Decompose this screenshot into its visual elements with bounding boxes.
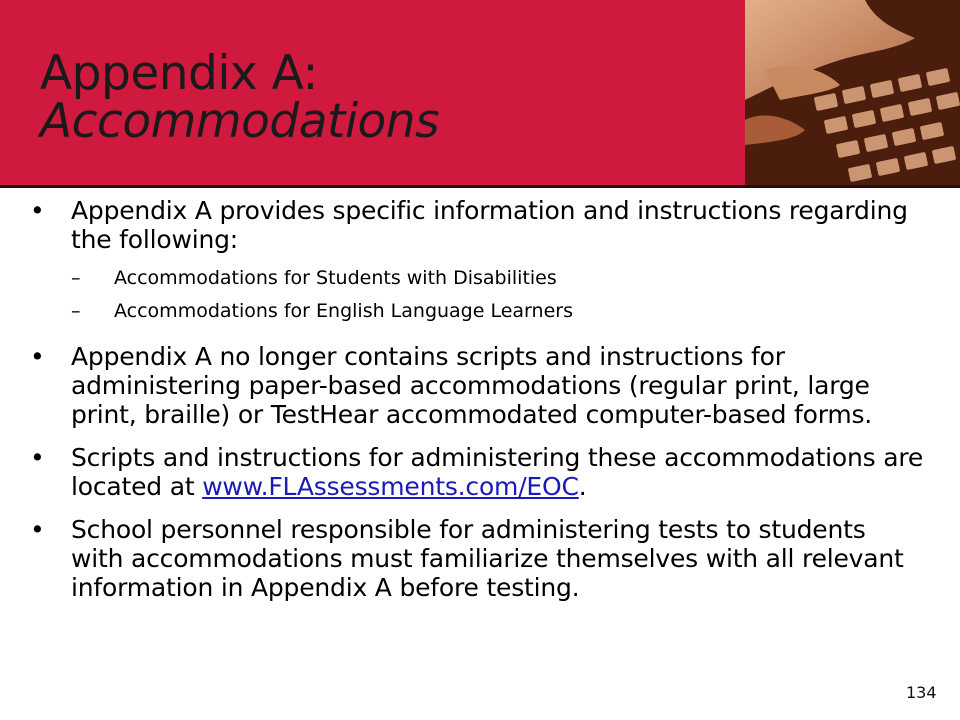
title-line-1: Appendix A: [40, 46, 318, 101]
sub-bullet-item [71, 262, 925, 295]
bullet-text: School personnel responsible for administering tests to students with accommodations must familiarize themselves with all relevant information in Appendix A before testing. [71, 515, 904, 602]
bullet-text-tail: . [578, 472, 587, 501]
sub-bullet-list [71, 262, 925, 328]
bullet-marker: • [30, 515, 45, 544]
bullet-item [30, 196, 925, 328]
sub-bullet-text: Accommodations for Students with Disabilities [114, 267, 557, 289]
bullet-text [71, 443, 925, 501]
dash-marker: – [71, 300, 81, 322]
bullet-marker: • [30, 443, 45, 472]
eoc-website-link[interactable]: www.FLAssessments.com/EOC [202, 472, 579, 501]
bullet-text: Appendix A no longer contains scripts and instructions for administering paper-based accommodations (regular print, large print, braille) or TestHear accommodated computer-based forms. [71, 342, 873, 429]
bullet-list [30, 196, 925, 616]
bullet-marker: • [30, 196, 45, 225]
keyboard-hands-image [745, 0, 960, 185]
bullet-item [30, 443, 925, 501]
header-divider [0, 185, 960, 188]
sub-bullet-text: Accommodations for English Language Learners [114, 300, 573, 322]
bullet-item [30, 342, 925, 429]
bullet-marker: • [30, 342, 45, 371]
keyboard-photo [745, 0, 960, 185]
slide-title [40, 46, 440, 149]
bullet-item [30, 515, 925, 602]
sub-bullet-item [71, 295, 925, 328]
bullet-text-lead: Scripts and instructions for administering these accommodations are located at [71, 443, 924, 501]
dash-marker: – [71, 267, 81, 289]
title-line-2: Accommodations [40, 94, 440, 149]
slide-number: 134 [906, 683, 937, 702]
bullet-text: Appendix A provides specific information and instructions regarding the following: [71, 196, 908, 254]
